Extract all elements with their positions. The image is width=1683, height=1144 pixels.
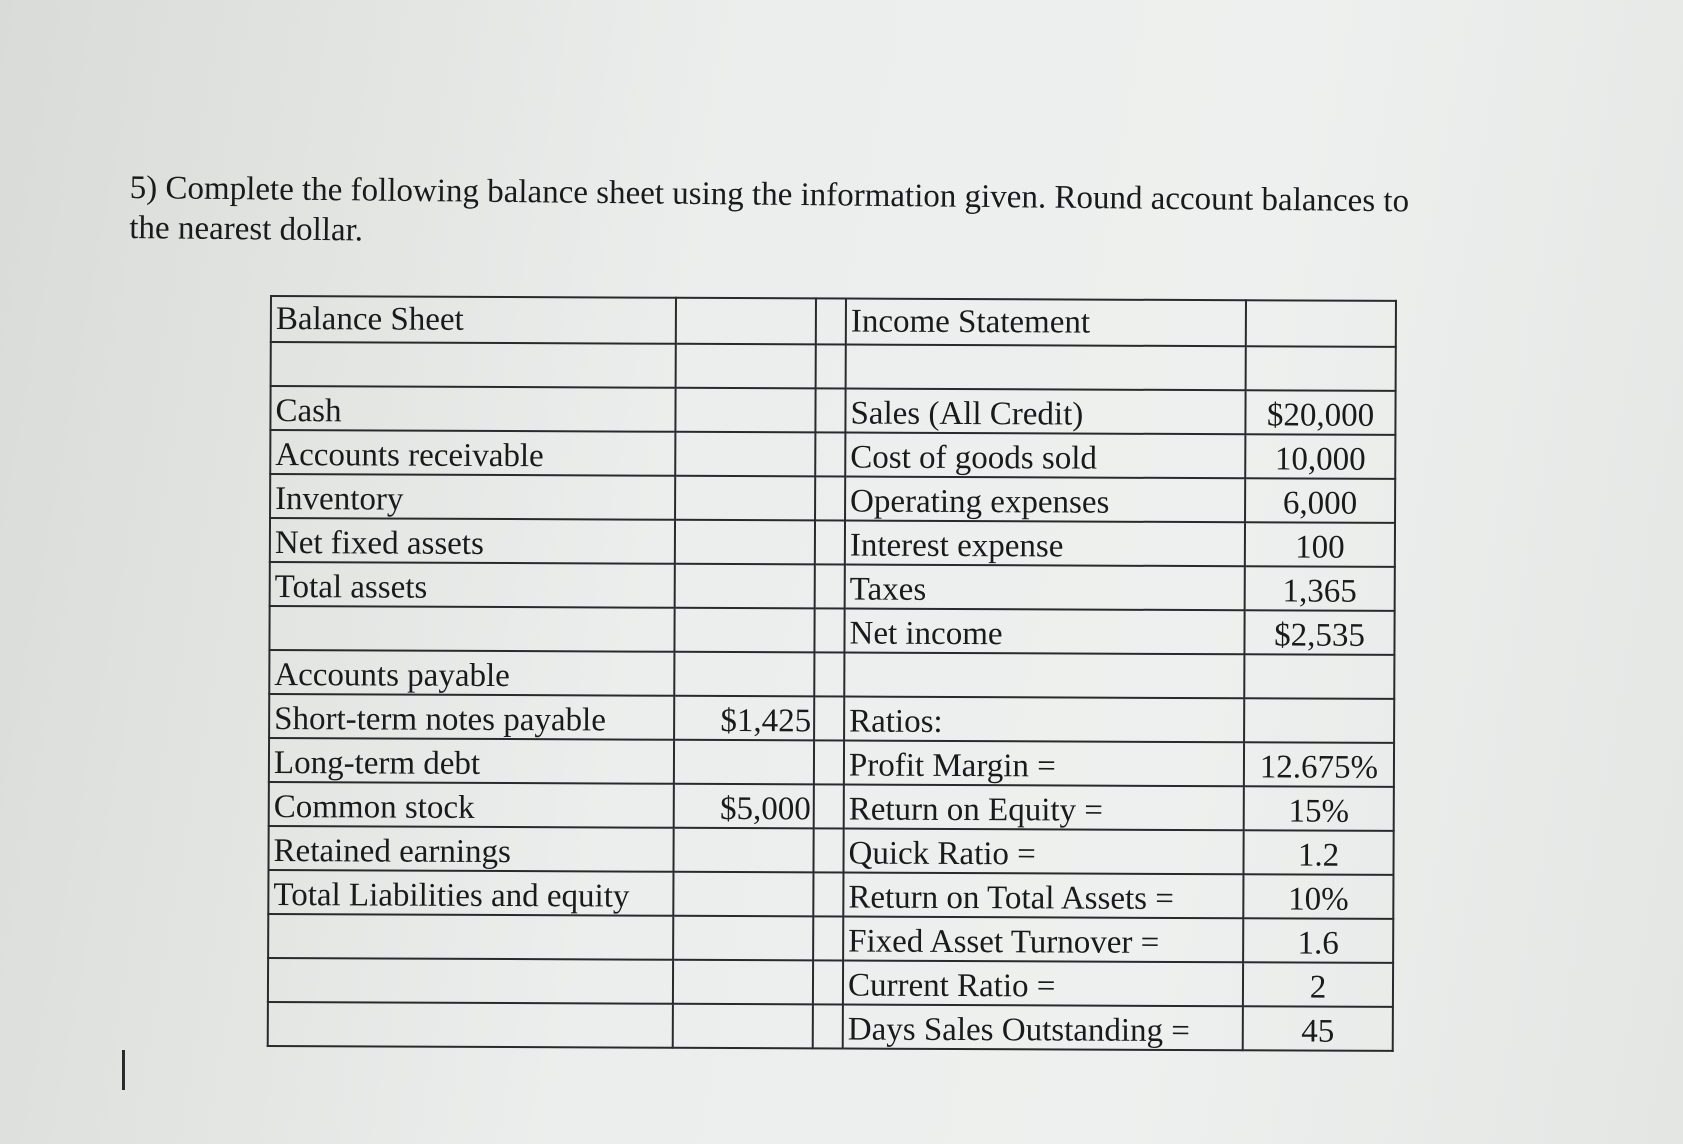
balance-sheet-label	[271, 342, 676, 388]
income-statement-value: $20,000	[1245, 390, 1395, 435]
income-statement-value	[1246, 346, 1396, 391]
gap-cell	[816, 344, 846, 388]
income-statement-title: Income Statement	[846, 299, 1246, 347]
income-statement-label	[844, 653, 1244, 699]
balance-sheet-value[interactable]	[675, 432, 815, 477]
balance-sheet-label: Net fixed assets	[270, 518, 675, 564]
income-statement-label: Return on Equity =	[844, 785, 1244, 831]
table-row	[269, 606, 1394, 655]
table-row	[269, 650, 1394, 699]
income-statement-value: 100	[1245, 522, 1395, 567]
table-header-row	[271, 296, 1396, 347]
income-statement-label	[846, 345, 1246, 391]
gap-cell	[814, 608, 844, 652]
balance-sheet-label: Inventory	[270, 474, 675, 520]
balance-sheet-value[interactable]	[676, 344, 816, 389]
table-row	[268, 914, 1393, 963]
table-row	[268, 870, 1393, 919]
gap-cell	[814, 696, 844, 740]
table-row	[268, 1002, 1393, 1051]
question-prompt	[129, 168, 1600, 263]
table-row	[270, 430, 1395, 479]
gap-cell	[814, 784, 844, 828]
balance-sheet-value[interactable]	[675, 476, 815, 521]
table-row	[269, 694, 1394, 743]
balance-sheet-label	[268, 1002, 673, 1048]
income-statement-value: 12.675%	[1244, 742, 1394, 787]
table-row	[270, 386, 1395, 435]
income-statement-label: Quick Ratio =	[843, 829, 1243, 875]
table-row	[269, 782, 1394, 831]
balance-sheet-label: Total Liabilities and equity	[268, 870, 673, 916]
income-statement-label: Profit Margin =	[844, 741, 1244, 787]
balance-sheet-value[interactable]	[674, 608, 814, 653]
income-statement-value: 45	[1243, 1006, 1393, 1051]
table-row	[269, 738, 1394, 787]
table-row	[268, 826, 1393, 875]
income-statement-label: Net income	[844, 609, 1244, 655]
income-statement-header-value-cell	[1246, 300, 1396, 347]
financial-statements-table	[267, 295, 1397, 1052]
balance-sheet-value[interactable]	[675, 564, 815, 609]
gap-cell	[816, 298, 846, 344]
income-statement-value: 6,000	[1245, 478, 1395, 523]
balance-sheet-value[interactable]	[673, 828, 813, 873]
balance-sheet-value[interactable]	[673, 1004, 813, 1049]
income-statement-value: 10,000	[1245, 434, 1395, 479]
income-statement-label: Operating expenses	[845, 477, 1245, 523]
balance-sheet-value[interactable]	[674, 740, 814, 785]
income-statement-value: 15%	[1244, 786, 1394, 831]
balance-sheet-value[interactable]	[675, 388, 815, 433]
balance-sheet-title: Balance Sheet	[271, 296, 676, 344]
gap-cell	[815, 388, 845, 432]
balance-sheet-label: Short-term notes payable	[269, 694, 674, 740]
table-row	[270, 562, 1395, 611]
balance-sheet-header-value-cell[interactable]	[676, 298, 816, 345]
table-body	[268, 296, 1396, 1051]
income-statement-value: 1.6	[1243, 918, 1393, 963]
balance-sheet-value[interactable]	[673, 960, 813, 1005]
income-statement-label: Interest expense	[845, 521, 1245, 567]
income-statement-value: 2	[1243, 962, 1393, 1007]
income-statement-label: Ratios:	[844, 697, 1244, 743]
balance-sheet-value[interactable]	[673, 872, 813, 917]
balance-sheet-label: Common stock	[269, 782, 674, 828]
gap-cell	[813, 960, 843, 1004]
balance-sheet-value[interactable]	[673, 916, 813, 961]
text-cursor	[122, 1050, 125, 1090]
income-statement-label: Cost of goods sold	[845, 433, 1245, 479]
table-row	[271, 342, 1396, 391]
balance-sheet-label: Accounts receivable	[270, 430, 675, 476]
balance-sheet-label	[269, 606, 674, 652]
income-statement-label: Sales (All Credit)	[845, 389, 1245, 435]
balance-sheet-label: Long-term debt	[269, 738, 674, 784]
balance-sheet-value[interactable]: $5,000	[674, 784, 814, 829]
income-statement-label: Taxes	[845, 565, 1245, 611]
gap-cell	[813, 916, 843, 960]
income-statement-value: 1.2	[1243, 830, 1393, 875]
income-statement-label: Current Ratio =	[843, 961, 1243, 1007]
income-statement-label: Fixed Asset Turnover =	[843, 917, 1243, 963]
income-statement-value: 10%	[1243, 874, 1393, 919]
gap-cell	[813, 1004, 843, 1048]
income-statement-label: Return on Total Assets =	[843, 873, 1243, 919]
balance-sheet-label	[268, 914, 673, 960]
gap-cell	[815, 520, 845, 564]
balance-sheet-label: Accounts payable	[269, 650, 674, 696]
income-statement-value	[1244, 654, 1394, 699]
balance-sheet-value[interactable]	[675, 520, 815, 565]
balance-sheet-label: Cash	[270, 386, 675, 432]
balance-sheet-label	[268, 958, 673, 1004]
income-statement-value: 1,365	[1245, 566, 1395, 611]
table-row	[270, 474, 1395, 523]
income-statement-value: $2,535	[1244, 610, 1394, 655]
balance-sheet-label: Total assets	[270, 562, 675, 608]
table-row	[268, 958, 1393, 1007]
gap-cell	[814, 652, 844, 696]
question-line-1: 5) Complete the following balance sheet using the information given. Round account balances to	[129, 169, 1410, 220]
balance-sheet-value[interactable]	[674, 652, 814, 697]
gap-cell	[815, 476, 845, 520]
balance-sheet-label: Retained earnings	[268, 826, 673, 872]
gap-cell	[814, 740, 844, 784]
gap-cell	[813, 828, 843, 872]
income-statement-value	[1244, 698, 1394, 743]
question-line-2: the nearest dollar.	[129, 209, 364, 249]
gap-cell	[815, 564, 845, 608]
balance-sheet-value[interactable]: $1,425	[674, 696, 814, 741]
table-row	[270, 518, 1395, 567]
income-statement-label: Days Sales Outstanding =	[843, 1005, 1243, 1051]
gap-cell	[813, 872, 843, 916]
gap-cell	[815, 432, 845, 476]
